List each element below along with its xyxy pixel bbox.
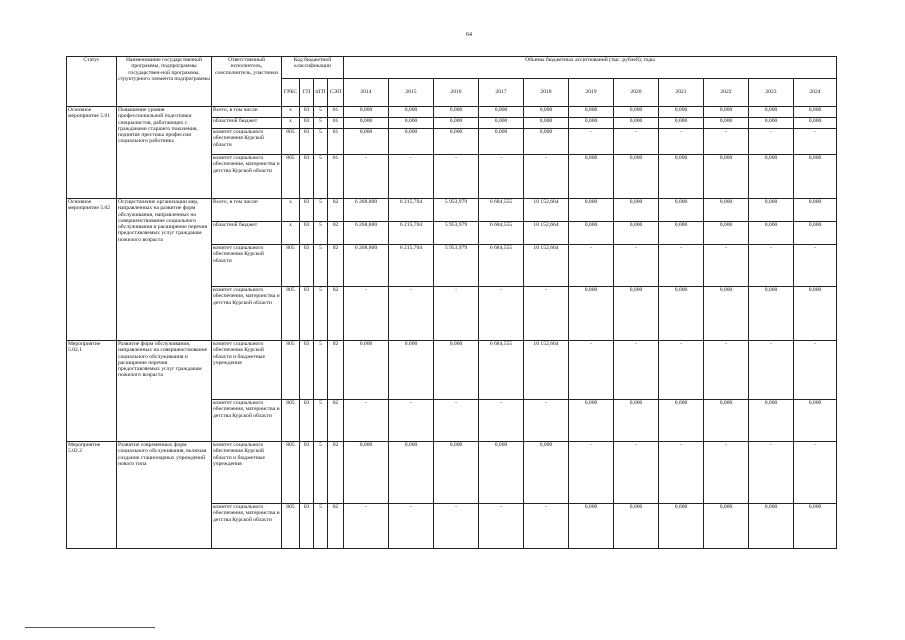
table-row — [67, 341, 837, 400]
header-code-1: ГРБС — [282, 79, 300, 107]
value-cell: 0,000 — [659, 222, 704, 245]
value-cell: 0,000 — [389, 118, 434, 129]
value-cell: 5 953,979 — [434, 199, 479, 222]
code-cell: x — [282, 222, 300, 245]
source-cell: комитет социального обеспечения Курской области и бюджетные учреждения — [212, 341, 282, 400]
value-cell: 0,000 — [704, 400, 749, 442]
header-year-2017: 2017 — [479, 79, 524, 107]
value-cell: 0,000 — [614, 222, 659, 245]
code-cell: 02 — [328, 400, 344, 442]
code-cell: 02 — [328, 341, 344, 400]
value-cell: 6 215,704 — [389, 245, 434, 287]
value-cell: - — [614, 129, 659, 155]
value-cell: - — [614, 341, 659, 400]
header-year-2016: 2016 — [434, 79, 479, 107]
table-header — [67, 57, 837, 107]
value-cell: 0,000 — [479, 129, 524, 155]
value-cell: - — [704, 245, 749, 287]
page-number: 64 — [466, 32, 472, 38]
code-cell: 805 — [282, 341, 300, 400]
value-cell: 0,000 — [749, 287, 794, 341]
code-cell: x — [282, 118, 300, 129]
code-cell: 03 — [300, 287, 314, 341]
value-cell: - — [569, 245, 614, 287]
status-cell: Мероприятие 5.02.2 — [67, 442, 117, 549]
code-cell: 03 — [300, 199, 314, 222]
source-cell: Всего, в том числе: — [212, 107, 282, 118]
source-cell: комитет социального обеспечения, материнства и детства Курской области — [212, 287, 282, 341]
value-cell: 0,000 — [659, 504, 704, 549]
value-cell: 0,000 — [434, 341, 479, 400]
value-cell: 0,000 — [569, 287, 614, 341]
value-cell: - — [389, 287, 434, 341]
value-cell: 0,000 — [524, 442, 569, 504]
value-cell: 0,000 — [794, 199, 837, 222]
code-cell: 03 — [300, 245, 314, 287]
value-cell: 0,000 — [389, 341, 434, 400]
value-cell: 5 953,979 — [434, 222, 479, 245]
name-cell: Повышение уровня профессиональной подготовки специалистов, работающих с гражданами старшего поколения, поднятие престижа профессии социального работника — [117, 107, 212, 199]
value-cell: - — [659, 341, 704, 400]
value-cell: - — [434, 400, 479, 442]
value-cell: - — [794, 341, 837, 400]
source-cell: комитет социального обеспечения Курской области — [212, 129, 282, 155]
source-cell: комитет социального обеспечения Курской области и бюджетные учреждения — [212, 442, 282, 504]
value-cell: - — [389, 504, 434, 549]
value-cell: 0,000 — [794, 155, 837, 199]
value-cell: 0,000 — [704, 155, 749, 199]
value-cell: 0,000 — [614, 107, 659, 118]
value-cell: - — [479, 504, 524, 549]
table-body — [67, 107, 837, 549]
value-cell: 0,000 — [344, 129, 389, 155]
value-cell: 0,000 — [794, 107, 837, 118]
value-cell: - — [704, 442, 749, 504]
value-cell: 0,000 — [659, 118, 704, 129]
code-cell: 01 — [328, 129, 344, 155]
code-cell: 02 — [328, 199, 344, 222]
code-cell: 03 — [300, 155, 314, 199]
value-cell: 6 684,555 — [479, 222, 524, 245]
header-year-2014: 2014 — [344, 79, 389, 107]
code-cell: x — [282, 107, 300, 118]
code-cell: 805 — [282, 155, 300, 199]
value-cell: - — [749, 245, 794, 287]
value-cell: 6 684,555 — [479, 245, 524, 287]
source-cell: комитет социального обеспечения, материнства и детства Курской области — [212, 504, 282, 549]
value-cell: - — [794, 245, 837, 287]
source-cell: областной бюджет — [212, 118, 282, 129]
source-cell: комитет социального обеспечения, материнства и детства Курской области — [212, 155, 282, 199]
value-cell: 0,000 — [389, 442, 434, 504]
code-cell: 5 — [314, 504, 328, 549]
code-cell: 805 — [282, 442, 300, 504]
code-cell: 03 — [300, 118, 314, 129]
value-cell: - — [749, 442, 794, 504]
value-cell: 0,000 — [524, 129, 569, 155]
code-cell: 5 — [314, 155, 328, 199]
table-row — [67, 442, 837, 504]
status-cell: Основное мероприятие 5.02 — [67, 199, 117, 341]
status-cell: Мероприятие 5.02.1 — [67, 341, 117, 442]
header-year-2024: 2024 — [794, 79, 837, 107]
value-cell: - — [749, 341, 794, 400]
header-volumes-group: Объемы бюджетных ассигнований (тыс. рублей), годы — [344, 57, 837, 79]
value-cell: 0,000 — [434, 442, 479, 504]
value-cell: 0,000 — [524, 107, 569, 118]
code-cell: 01 — [328, 118, 344, 129]
value-cell: - — [614, 245, 659, 287]
status-cell: Основное мероприятие 5.01 — [67, 107, 117, 199]
code-cell: x — [282, 199, 300, 222]
value-cell: 0,000 — [479, 118, 524, 129]
value-cell: 0,000 — [434, 129, 479, 155]
value-cell: 0,000 — [749, 400, 794, 442]
code-cell: 5 — [314, 118, 328, 129]
code-cell: 02 — [328, 287, 344, 341]
code-cell: 5 — [314, 442, 328, 504]
value-cell: 6 215,704 — [389, 222, 434, 245]
code-cell: 5 — [314, 287, 328, 341]
value-cell: 6 215,704 — [389, 199, 434, 222]
value-cell: - — [704, 341, 749, 400]
header-year-2018: 2018 — [524, 79, 569, 107]
value-cell: 0,000 — [659, 199, 704, 222]
value-cell: 5 953,979 — [434, 245, 479, 287]
value-cell: - — [434, 155, 479, 199]
header-year-2021: 2021 — [659, 79, 704, 107]
value-cell: 0,000 — [704, 504, 749, 549]
value-cell: 10 152,664 — [524, 222, 569, 245]
code-cell: 5 — [314, 341, 328, 400]
budget-table — [66, 56, 837, 549]
code-cell: 03 — [300, 504, 314, 549]
value-cell: 0,000 — [614, 504, 659, 549]
value-cell: 6 268,800 — [344, 245, 389, 287]
value-cell: 0,000 — [794, 118, 837, 129]
value-cell: 0,000 — [659, 155, 704, 199]
value-cell: 0,000 — [569, 199, 614, 222]
value-cell: - — [479, 287, 524, 341]
value-cell: 0,000 — [569, 504, 614, 549]
code-cell: 5 — [314, 222, 328, 245]
value-cell: - — [434, 504, 479, 549]
code-cell: 02 — [328, 245, 344, 287]
value-cell: 0,000 — [614, 287, 659, 341]
code-cell: 5 — [314, 107, 328, 118]
value-cell: - — [704, 129, 749, 155]
code-cell: 02 — [328, 504, 344, 549]
header-code-group: Код бюджетной классификации — [282, 57, 344, 79]
source-cell: Всего, в том числе: — [212, 199, 282, 222]
code-cell: 03 — [300, 442, 314, 504]
code-cell: 5 — [314, 129, 328, 155]
value-cell: - — [524, 400, 569, 442]
header-code-4: СЭП — [328, 79, 344, 107]
code-cell: 03 — [300, 400, 314, 442]
value-cell: - — [344, 155, 389, 199]
value-cell: 0,000 — [614, 155, 659, 199]
header-responsible: Ответственный исполнитель, соисполнитель, участники — [212, 57, 282, 107]
value-cell: 10 152,664 — [524, 245, 569, 287]
value-cell: 0,000 — [704, 222, 749, 245]
value-cell: 0,000 — [704, 118, 749, 129]
value-cell: 0,000 — [704, 199, 749, 222]
value-cell: - — [434, 287, 479, 341]
code-cell: 805 — [282, 504, 300, 549]
value-cell: 0,000 — [749, 504, 794, 549]
value-cell: 0,000 — [704, 287, 749, 341]
code-cell: 5 — [314, 199, 328, 222]
value-cell: 0,000 — [659, 287, 704, 341]
value-cell: 0,000 — [344, 341, 389, 400]
code-cell: 5 — [314, 245, 328, 287]
value-cell: 0,000 — [344, 442, 389, 504]
value-cell: 0,000 — [569, 155, 614, 199]
header-year-2019: 2019 — [569, 79, 614, 107]
value-cell: - — [794, 442, 837, 504]
code-cell: 03 — [300, 222, 314, 245]
value-cell: - — [659, 442, 704, 504]
code-cell: 02 — [328, 442, 344, 504]
source-cell: комитет социального обеспечения, материнства и детства Курской области — [212, 400, 282, 442]
value-cell: 0,000 — [749, 199, 794, 222]
value-cell: - — [524, 155, 569, 199]
code-cell: 805 — [282, 400, 300, 442]
value-cell: - — [389, 400, 434, 442]
value-cell: 0,000 — [794, 504, 837, 549]
value-cell: - — [749, 129, 794, 155]
value-cell: 0,000 — [344, 118, 389, 129]
code-cell: 805 — [282, 245, 300, 287]
code-cell: 03 — [300, 341, 314, 400]
code-cell: 805 — [282, 287, 300, 341]
name-cell: Развитие современных форм социального обслуживания, включая создание стационарных учреждений нового типа — [117, 442, 212, 549]
value-cell: 0,000 — [569, 107, 614, 118]
value-cell: 0,000 — [614, 118, 659, 129]
value-cell: - — [794, 129, 837, 155]
value-cell: 0,000 — [569, 222, 614, 245]
header-code-2: ГП — [300, 79, 314, 107]
value-cell: - — [659, 129, 704, 155]
value-cell: 0,000 — [434, 118, 479, 129]
value-cell: 0,000 — [344, 107, 389, 118]
value-cell: 0,000 — [794, 222, 837, 245]
value-cell: - — [479, 400, 524, 442]
code-cell: 01 — [328, 107, 344, 118]
value-cell: 0,000 — [569, 118, 614, 129]
value-cell: 0,000 — [614, 400, 659, 442]
value-cell: 0,000 — [704, 107, 749, 118]
value-cell: - — [569, 129, 614, 155]
code-cell: 5 — [314, 400, 328, 442]
code-cell: 02 — [328, 222, 344, 245]
header-name: Наименование государственной программы, подпрограммы государствен-ной программы, структурного элемента подпрограммы — [117, 57, 212, 107]
bottom-rule — [25, 627, 155, 628]
value-cell: 10 152,664 — [524, 341, 569, 400]
value-cell: 0,000 — [479, 107, 524, 118]
value-cell: 0,000 — [614, 199, 659, 222]
table-row — [67, 107, 837, 118]
value-cell: 0,000 — [794, 400, 837, 442]
value-cell: - — [344, 287, 389, 341]
value-cell: - — [344, 400, 389, 442]
code-cell: 03 — [300, 107, 314, 118]
value-cell: 6 268,800 — [344, 199, 389, 222]
value-cell: 0,000 — [389, 129, 434, 155]
source-cell: областной бюджет — [212, 222, 282, 245]
header-year-2022: 2022 — [704, 79, 749, 107]
value-cell: - — [479, 155, 524, 199]
value-cell: - — [344, 504, 389, 549]
code-cell: 01 — [328, 155, 344, 199]
header-year-2020: 2020 — [614, 79, 659, 107]
header-year-2023: 2023 — [749, 79, 794, 107]
value-cell: 0,000 — [569, 400, 614, 442]
value-cell: 0,000 — [749, 155, 794, 199]
value-cell: 0,000 — [659, 400, 704, 442]
value-cell: 0,000 — [524, 118, 569, 129]
value-cell: 0,000 — [479, 442, 524, 504]
value-cell: - — [569, 442, 614, 504]
value-cell: - — [569, 341, 614, 400]
value-cell: 0,000 — [434, 107, 479, 118]
name-cell: Развитие форм обслуживания, направленных на совершенствование социального обслуживания и расширение перечня предоставляемых услуг гражданам пожилого возраста — [117, 341, 212, 442]
header-code-3: пГП — [314, 79, 328, 107]
value-cell: - — [614, 442, 659, 504]
header-status: Статус — [67, 57, 117, 107]
value-cell: 10 152,664 — [524, 199, 569, 222]
table-row — [67, 199, 837, 222]
value-cell: - — [524, 287, 569, 341]
value-cell: 0,000 — [794, 287, 837, 341]
value-cell: 0,000 — [749, 222, 794, 245]
code-cell: 03 — [300, 129, 314, 155]
value-cell: 0,000 — [389, 107, 434, 118]
value-cell: 0,000 — [749, 118, 794, 129]
value-cell: - — [389, 155, 434, 199]
header-year-2015: 2015 — [389, 79, 434, 107]
value-cell: - — [524, 504, 569, 549]
code-cell: 805 — [282, 129, 300, 155]
value-cell: 0,000 — [659, 107, 704, 118]
value-cell: 0,000 — [749, 107, 794, 118]
name-cell: Осуществление организации мер, направленных на развитие форм обслуживания, направленных на совершенствование социального обслуживания и расширение перечня предоставляемых услуг гражданам пожилого возраста — [117, 199, 212, 341]
value-cell: - — [659, 245, 704, 287]
value-cell: 6 684,555 — [479, 341, 524, 400]
source-cell: комитет социального обеспечения Курской области — [212, 245, 282, 287]
value-cell: 6 268,800 — [344, 222, 389, 245]
value-cell: 6 684,555 — [479, 199, 524, 222]
